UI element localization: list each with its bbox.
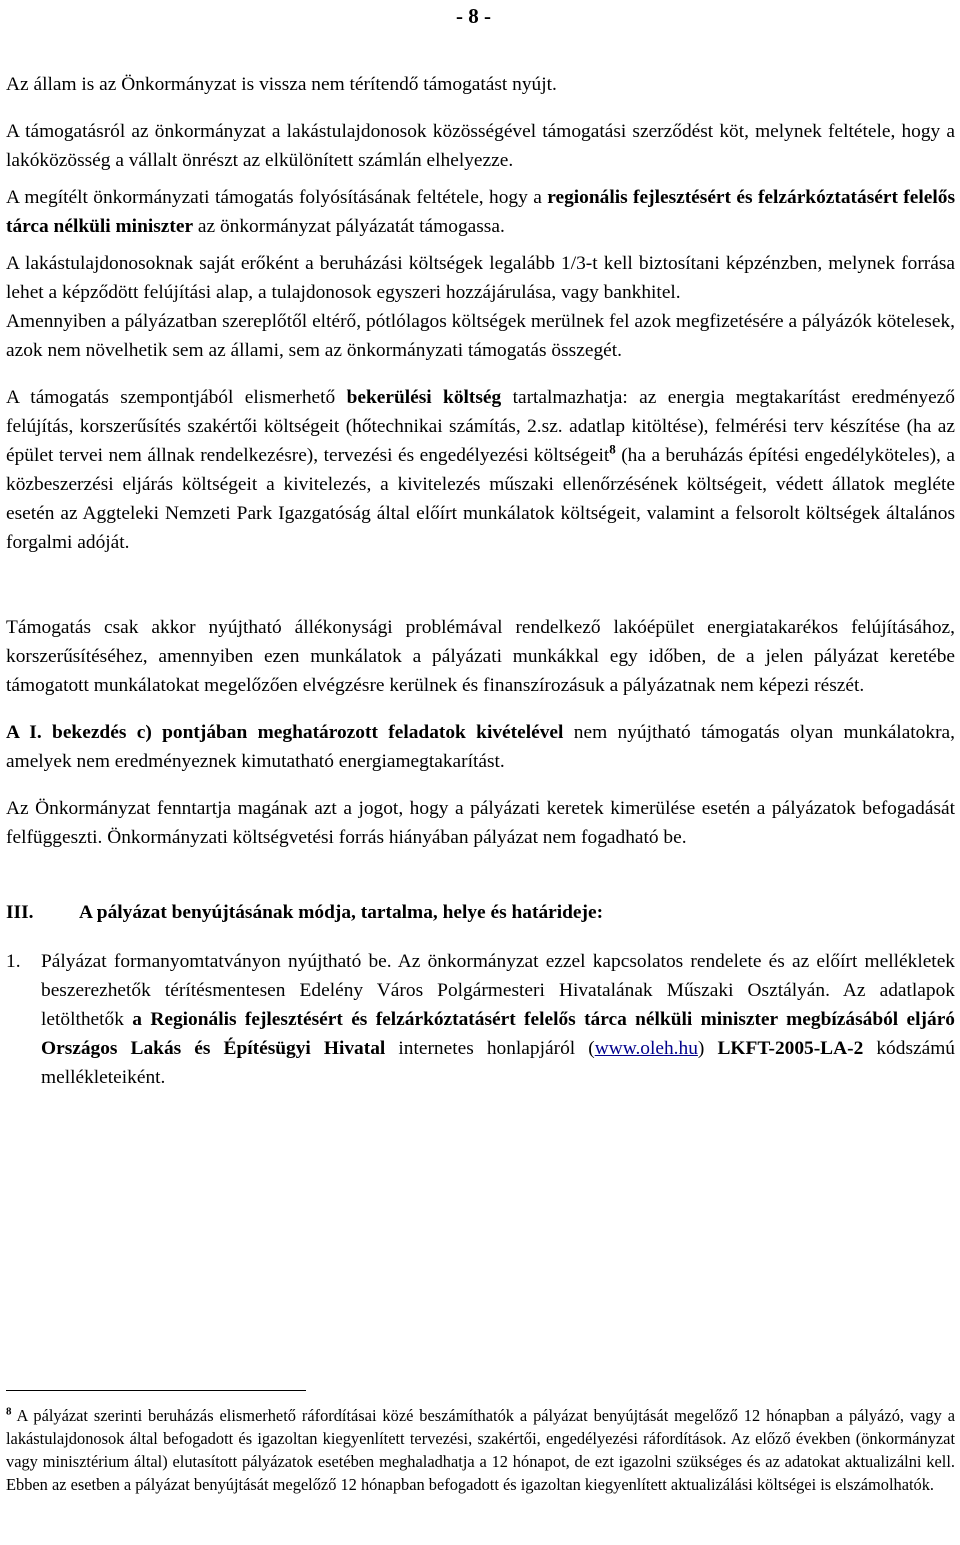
text-segment: (ha a beruházás építési engedélyköteles), a közbeszerzési eljárás költségeit a kivitelezés, a kivitelezés műszaki ellenőrzésének költségeit, védett állatok megléte esetén az Aggteleki Nemzeti Park Igazgatóság által előírt munkálatok költségeit, valamint a felsorolt költségek általános forgalmi adóját. xyxy=(6,445,955,553)
bold-text-minister: regionális fejlesztésért és felzárkóztatásért felelős tárca nélküli miniszter xyxy=(6,187,955,237)
paragraph-own-contribution: A lakástulajdonosoknak saját erőként a beruházási költségek legalább 1/3-t kell biztosítani képzénzben, melynek forrása lehet a képződött felújítási alap, a tulajdonosok egyszeri hozzájárulása, vagy bankhitel. xyxy=(6,253,955,303)
document-body xyxy=(6,70,955,1092)
footnote-separator xyxy=(6,1390,306,1391)
bold-text-eligible-cost: bekerülési költség xyxy=(346,387,502,408)
paragraph-additional-costs: Amennyiben a pályázatban szereplőtől eltérő, pótlólagos költségek merülnek fel azok megfizetésére a pályázók kötelesek, azok nem növelhetik sem az állami, sem az önkormányzati támogatás összegét. xyxy=(6,311,955,361)
list-item-number: 1. xyxy=(6,951,21,972)
text-segment: tartalmazhatja: az energia megtakarítást eredményező felújítás, korszerűsítés szakértői költségeit (hőtechnikai számítás, 2.sz. adatlap kitöltése), felmérési terv készítése (ha az épület tervei nem állnak rendelkezésre), tervezési és engedélyezési költségeit xyxy=(6,387,955,466)
website-link[interactable]: www.oleh.hu xyxy=(594,1038,698,1059)
text-segment: A támogatás szempontjából elismerhető xyxy=(6,387,347,408)
bold-text-code: LKFT-2005-LA-2 xyxy=(717,1038,864,1059)
list-item xyxy=(6,947,955,1092)
text-segment: ) xyxy=(697,1038,718,1059)
text-segment: Pályázat formanyomtatványon nyújtható be. Az önkormányzat ezzel kapcsolatos rendelete és az előírt mellékletek beszerezhetők térítésmentesen Edelény Város Polgármesteri Hivatalának Műszaki Osztályán. Az adatlapok letölthetők xyxy=(41,951,955,1030)
text-segment: A megítélt önkormányzati támogatás folyósításának feltétele, hogy a xyxy=(6,187,548,208)
footnote xyxy=(6,1404,955,1496)
paragraph-right-to-suspend: Az Önkormányzat fenntartja magának azt a jogot, hogy a pályázati keretek kimerülése esetén a pályázatok befogadását felfüggeszti. Önkormányzati költségvetési forrás hiányában pályázat nem fogadható be. xyxy=(6,798,955,848)
paragraph-eligible-costs xyxy=(6,383,955,557)
paragraph-exclusions xyxy=(6,718,955,776)
text-segment: nem nyújtható támogatás olyan munkálatokra, amelyek nem eredményeznek kimutatható energiamegtakarítást. xyxy=(6,722,955,772)
bold-text-exception: A I. bekezdés c) pontjában meghatározott feladatok kivételével xyxy=(6,722,564,743)
list-item-text xyxy=(41,947,955,1092)
footnote-text: A pályázat szerinti beruházás elismerhető ráfordításai közé beszámíthatók a pályázat benyújtását megelőző 12 hónapban a pályázó, vagy a lakástulajdonosok által befogadott és igazoltan kiegyenlített tervezési, szakértői, engedélyezési ráfordítások. Az előző években (önkormányzat vagy minisztérium által) elutasított pályázatok esetében meghaladhatja a 12 hónapot, de ezt igazolni szükséges és az adatokat aktualizálni kell. Ebben az esetben a pályázat benyújtását megelőző 12 hónapban befogadott és igazoltan kiegyenlített aktualizálási költségei is elszámolhatók. xyxy=(6,1406,955,1494)
page-number: - 8 - xyxy=(456,4,491,28)
text-segment: az önkormányzat pályázatát támogassa. xyxy=(193,216,505,237)
paragraph-support-contract: A támogatásról az önkormányzat a lakástulajdonosok közösségével támogatási szerződést köt, melynek feltétele, hogy a lakóközösség a vállalt önrészt az elkülönített számlán elhelyezze. xyxy=(6,121,955,171)
bold-text-office: a Regionális fejlesztésért és felzárkóztatásért felelős tárca nélküli miniszter megbízásából eljáró Országos Lakás és Építésügyi Hivatal xyxy=(41,1009,955,1059)
paragraph-disbursement-condition xyxy=(6,183,955,241)
section-number: III. xyxy=(6,902,34,923)
section-heading xyxy=(6,898,955,927)
paragraph-support-types: Az állam is az Önkormányzat is vissza nem térítendő támogatást nyújt. xyxy=(6,74,557,95)
footnote-reference: 8 xyxy=(609,441,616,457)
text-segment: kódszámú mellékleteiként. xyxy=(41,1038,955,1088)
section-title: A pályázat benyújtásának módja, tartalma, helye és határideje: xyxy=(79,902,604,923)
footnote-marker: 8 xyxy=(6,1405,12,1418)
paragraph-stability-problems: Támogatás csak akkor nyújtható állékonysági problémával rendelkező lakóépület energiatakarékos felújításához, korszerűsítéséhez, amennyiben ezen munkálatok a pályázati munkákkal egy időben, de a jelen pályázat keretébe támogatott munkálatokat megelőzően elvégzésre kerülnek és finanszírozásuk a pályázatnak nem képezi részét. xyxy=(6,617,955,696)
text-segment: internetes honlapjáról ( xyxy=(385,1038,595,1059)
